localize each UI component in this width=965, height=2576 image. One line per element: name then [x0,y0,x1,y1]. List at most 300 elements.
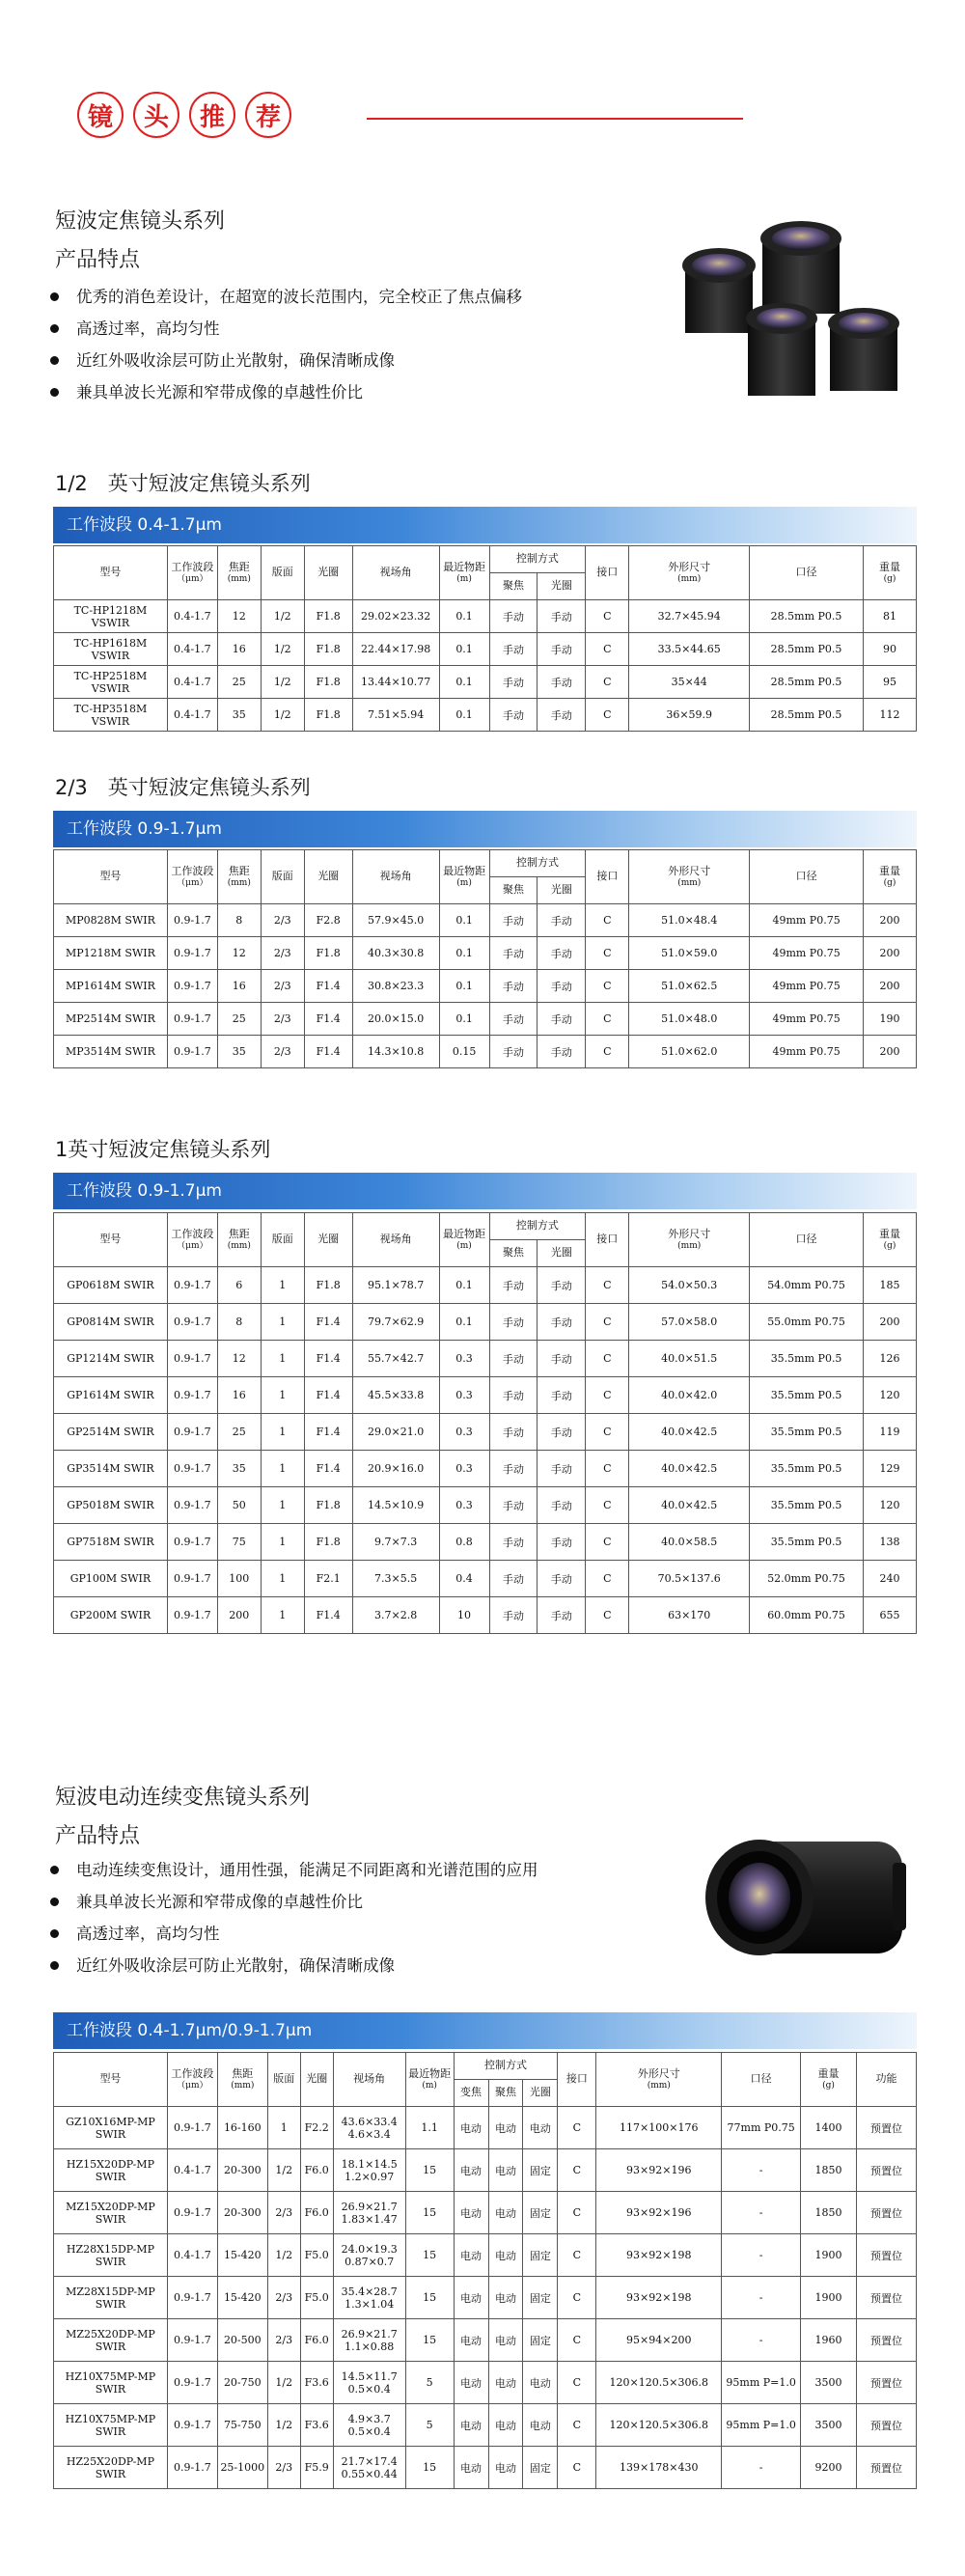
table-cell: F3.6 [300,2404,333,2447]
section2-feature-list [50,1854,538,1981]
table-cell: F3.6 [300,2362,333,2404]
table-row [54,2404,917,2447]
table-cell: 4.9×3.7 0.5×0.4 [333,2404,405,2447]
col-aperture: 光圈 [304,1213,352,1267]
table-cell: 0.4-1.7 [167,666,217,699]
table-cell: 120 [863,1487,916,1524]
table-cell: 90 [863,633,916,666]
table-cell: C [586,1003,629,1036]
table-cell: 20-300 [217,2192,267,2234]
table-cell: MZ25X20DP-MP SWIR [54,2319,168,2362]
table-cell: 预置位 [857,2319,917,2362]
table-cell: 95 [863,666,916,699]
table-cell: 25 [217,666,261,699]
table-cell: 电动 [454,2319,488,2362]
table-cell: 15 [405,2149,454,2192]
section2-features-title: 产品特点 [55,1824,141,1848]
col-format: 版面 [261,850,304,904]
table-cell: C [586,1561,629,1597]
table-cell: 0.9-1.7 [167,2362,217,2404]
table-cell: 电动 [488,2447,523,2489]
table-cell: 49mm P0.75 [750,1003,864,1036]
table-cell: 手动 [538,1304,586,1341]
table-cell: 1 [261,1487,304,1524]
table-cell: C [586,1036,629,1068]
table-cell: 55.0mm P0.75 [750,1304,864,1341]
table-cell: 0.3 [439,1451,489,1487]
table-cell: F1.4 [304,1003,352,1036]
col-focal: 焦距 (mm) [217,546,261,600]
table-cell: 13.44×10.77 [352,666,439,699]
table-cell: 40.0×42.5 [629,1414,750,1451]
table-cell: 1.1 [405,2107,454,2149]
table-cell: 0.3 [439,1341,489,1377]
table-cell: 0.4-1.7 [167,600,217,633]
table-cell: 12 [217,937,261,970]
bullet-icon [50,292,59,301]
table-cell: 1 [261,1414,304,1451]
table-cell: 0.3 [439,1414,489,1451]
table-cell: 200 [863,937,916,970]
table-cell: 手动 [489,1036,538,1068]
table-cell: 0.9-1.7 [167,2277,217,2319]
header-char: 镜 [77,92,124,138]
feature-item: 近红外吸收涂层可防止光散射，确保清晰成像 [50,1950,538,1981]
table-cell: 手动 [489,937,538,970]
table-cell: HZ28X15DP-MP SWIR [54,2234,168,2277]
table-cell: 固定 [523,2319,558,2362]
table-cell: 电动 [454,2234,488,2277]
feature-item: 电动连续变焦设计，通用性强，能满足不同距离和光谱范围的应用 [50,1854,538,1886]
table-cell: 2/3 [261,937,304,970]
t2-band-label: 工作波段 0.9-1.7μm [53,811,917,847]
table-cell: 35.5mm P0.5 [750,1341,864,1377]
table-cell: 预置位 [857,2192,917,2234]
table-cell: 手动 [538,1597,586,1634]
table-cell: 20-750 [217,2362,267,2404]
col-mod: 最近物距 (m) [439,1213,489,1267]
table-cell: C [558,2362,596,2404]
table-cell: 手动 [489,1487,538,1524]
table-cell: F2.1 [304,1561,352,1597]
table-cell: 0.9-1.7 [167,2192,217,2234]
table-cell: C [558,2149,596,2192]
table-cell: 1 [261,1267,304,1304]
table-row [54,1377,917,1414]
col-focal: 焦距 (mm) [217,1213,261,1267]
table-cell: 0.9-1.7 [167,1487,217,1524]
table-row [54,1597,917,1634]
table-cell: 54.0×50.3 [629,1267,750,1304]
table-cell: 电动 [488,2362,523,2404]
table-cell: 15-420 [217,2234,267,2277]
table-cell: 电动 [488,2404,523,2447]
table-cell: 28.5mm P0.5 [750,633,864,666]
table-cell: 7.3×5.5 [352,1561,439,1597]
table-cell: F5.0 [300,2277,333,2319]
table-cell: 16 [217,1377,261,1414]
col-focus: 聚焦 [489,877,538,904]
table-cell: 77mm P0.75 [722,2107,801,2149]
table-cell: 0.9-1.7 [167,1341,217,1377]
table-row [54,1561,917,1597]
table-cell: 63×170 [629,1597,750,1634]
table-cell: 手动 [538,600,586,633]
table-cell: TC-HP1218M VSWIR [54,600,168,633]
table-header [54,1213,917,1267]
table-cell: 117×100×176 [596,2107,722,2149]
table-cell: C [586,1414,629,1451]
col-filter: 口径 [750,546,864,600]
table-cell: 49mm P0.75 [750,904,864,937]
table-cell: 3500 [801,2362,857,2404]
col-mount: 接口 [586,1213,629,1267]
table-row [54,1304,917,1341]
table-cell: 12 [217,1341,261,1377]
table-cell: 8 [217,1304,261,1341]
table-cell: GZ10X16MP-MP SWIR [54,2107,168,2149]
bullet-icon [50,1961,59,1970]
table-cell: F2.2 [300,2107,333,2149]
table-cell: 25-1000 [217,2447,267,2489]
table-cell: 240 [863,1561,916,1597]
table-cell: 40.0×42.0 [629,1377,750,1414]
table-cell: 35.4×28.7 1.3×1.04 [333,2277,405,2319]
col-aperture: 光圈 [304,850,352,904]
table-cell: C [558,2234,596,2277]
table-cell: 手动 [538,1451,586,1487]
table-cell: 电动 [488,2277,523,2319]
table-cell: - [722,2234,801,2277]
table-cell: 手动 [489,1377,538,1414]
table-cell: C [586,1524,629,1561]
table-cell: F1.4 [304,970,352,1003]
table-row [54,1524,917,1561]
table-cell: 手动 [538,699,586,732]
section1-title: 短波定焦镜头系列 [55,209,226,234]
table-cell: GP2514M SWIR [54,1414,168,1451]
table-cell: 35.5mm P0.5 [750,1414,864,1451]
table-cell: 40.0×42.5 [629,1487,750,1524]
col-format: 版面 [261,546,304,600]
table-cell: 电动 [454,2149,488,2192]
col-weight: 重量 (g) [863,546,916,600]
table-cell: 电动 [488,2234,523,2277]
table-cell: 138 [863,1524,916,1561]
table-cell: 0.9-1.7 [167,2319,217,2362]
feature-item: 兼具单波长光源和窄带成像的卓越性价比 [50,376,522,408]
col-fov: 视场角 [352,850,439,904]
table-cell: 电动 [454,2447,488,2489]
table-cell: 29.02×23.32 [352,600,439,633]
table-cell: 49mm P0.75 [750,970,864,1003]
table-cell: 手动 [538,937,586,970]
table-cell: 预置位 [857,2447,917,2489]
table-cell: 电动 [488,2192,523,2234]
table-row [54,1003,917,1036]
header-divider [367,118,743,120]
section2-title: 短波电动连续变焦镜头系列 [55,1786,311,1810]
table-cell: 手动 [489,699,538,732]
table-cell: 手动 [489,1561,538,1597]
col-control: 控制方式 [489,546,586,573]
table-cell: 5 [405,2362,454,2404]
table-cell: 0.4-1.7 [167,2149,217,2192]
table-cell: 手动 [489,666,538,699]
table-cell: F6.0 [300,2192,333,2234]
table-cell: GP0618M SWIR [54,1267,168,1304]
table-cell: 1 [261,1451,304,1487]
col-model: 型号 [54,2053,168,2107]
feature-item: 高透过率，高均匀性 [50,313,522,345]
table-cell: 手动 [538,1036,586,1068]
table-cell: 35.5mm P0.5 [750,1451,864,1487]
table-cell: 1/2 [267,2234,300,2277]
table-cell: 手动 [489,1524,538,1561]
col-model: 型号 [54,850,168,904]
table-cell: 0.15 [439,1036,489,1068]
table-cell: 2/3 [267,2319,300,2362]
table-cell: 5 [405,2404,454,2447]
table-cell: 手动 [489,1267,538,1304]
table-cell: 9200 [801,2447,857,2489]
table-cell: 1 [261,1597,304,1634]
table-cell: GP200M SWIR [54,1597,168,1634]
table-cell: C [586,1377,629,1414]
table-cell: 119 [863,1414,916,1451]
table-cell: 51.0×48.4 [629,904,750,937]
table-cell: 15 [405,2192,454,2234]
col-filter: 口径 [722,2053,801,2107]
col-mount: 接口 [558,2053,596,2107]
table-cell: 电动 [488,2107,523,2149]
t2-spec-table [53,849,917,1068]
table-cell: 2/3 [261,1003,304,1036]
table-cell: 7.51×5.94 [352,699,439,732]
table-cell: 60.0mm P0.75 [750,1597,864,1634]
table-cell: 0.3 [439,1377,489,1414]
table-cell: 1/2 [261,666,304,699]
table-row [54,666,917,699]
col-band: 工作波段 （μm） [167,2053,217,2107]
table-cell: 0.4-1.7 [167,633,217,666]
table-cell: C [558,2107,596,2149]
t1-series-title: 1/2 英寸短波定焦镜头系列 [55,472,311,495]
table-cell: 1/2 [267,2362,300,2404]
table-cell: 25 [217,1003,261,1036]
table-row [54,2362,917,2404]
table-cell: 手动 [538,633,586,666]
table-cell: 0.1 [439,600,489,633]
table-cell: 49mm P0.75 [750,937,864,970]
col-mod: 最近物距 (m) [439,850,489,904]
table-cell: 0.9-1.7 [167,904,217,937]
col-dim: 外形尺寸 (mm) [629,1213,750,1267]
table-cell: C [586,970,629,1003]
table-cell: 0.9-1.7 [167,1597,217,1634]
table-cell: 手动 [489,633,538,666]
col-weight: 重量 (g) [863,850,916,904]
table-row [54,1036,917,1068]
table-cell: 36×59.9 [629,699,750,732]
bullet-icon [50,388,59,397]
table-cell: MP1218M SWIR [54,937,168,970]
table-cell: 129 [863,1451,916,1487]
table-cell: 固定 [523,2234,558,2277]
t1-band-label: 工作波段 0.4-1.7μm [53,507,917,543]
table-cell: F1.8 [304,699,352,732]
table-row [54,2192,917,2234]
col-mod: 最近物距 (m) [439,546,489,600]
table-cell: F2.8 [304,904,352,937]
table-cell: 电动 [523,2107,558,2149]
table-cell: 20-500 [217,2319,267,2362]
col-iris: 光圈 [538,877,586,904]
table-cell: C [586,937,629,970]
table-cell: C [586,1487,629,1524]
table-cell: 200 [863,904,916,937]
table-cell: F1.8 [304,1524,352,1561]
fixed-lens-group-image [666,217,917,410]
col-aperture: 光圈 [304,546,352,600]
table-cell: 电动 [523,2404,558,2447]
table-cell: 18.1×14.5 1.2×0.97 [333,2149,405,2192]
table-cell: GP0814M SWIR [54,1304,168,1341]
table-cell: 93×92×196 [596,2192,722,2234]
bullet-icon [50,356,59,365]
table-cell: 14.5×11.7 0.5×0.4 [333,2362,405,2404]
table-cell: 26.9×21.7 1.1×0.88 [333,2319,405,2362]
table-cell: 139×178×430 [596,2447,722,2489]
t3-series-title: 1英寸短波定焦镜头系列 [55,1138,271,1161]
table-cell: C [586,904,629,937]
col-zoom: 变焦 [454,2080,488,2107]
col-filter: 口径 [750,850,864,904]
table-cell: 24.0×19.3 0.87×0.7 [333,2234,405,2277]
col-control: 控制方式 [489,850,586,877]
table-cell: 15 [405,2277,454,2319]
table-cell: MP0828M SWIR [54,904,168,937]
table-cell: 40.0×42.5 [629,1451,750,1487]
table-cell: 95mm P=1.0 [722,2404,801,2447]
table-cell: MZ28X15DP-MP SWIR [54,2277,168,2319]
table-cell: 15 [405,2234,454,2277]
table-cell: 0.1 [439,666,489,699]
table-cell: 手动 [538,1341,586,1377]
table-cell: 1900 [801,2234,857,2277]
col-band: 工作波段 （μm） [167,546,217,600]
table-cell: F5.0 [300,2234,333,2277]
table-row [54,1267,917,1304]
table-cell: 40.3×30.8 [352,937,439,970]
table-cell: GP5018M SWIR [54,1487,168,1524]
table-cell: 185 [863,1267,916,1304]
header-char: 荐 [245,92,291,138]
table-cell: 200 [863,970,916,1003]
table-cell: 电动 [523,2362,558,2404]
table-cell: 2/3 [261,970,304,1003]
table-cell: 200 [863,1036,916,1068]
col-aperture: 光圈 [300,2053,333,2107]
table-cell: HZ15X20DP-MP SWIR [54,2149,168,2192]
table-cell: 1/2 [261,633,304,666]
table-cell: C [586,699,629,732]
feature-item: 优秀的消色差设计，在超宽的波长范围内，完全校正了焦点偏移 [50,281,522,313]
table-cell: 28.5mm P0.5 [750,666,864,699]
col-fov: 视场角 [352,546,439,600]
table-cell: 6 [217,1267,261,1304]
table-cell: 0.9-1.7 [167,1377,217,1414]
section1-features-title: 产品特点 [55,248,141,272]
table-cell: - [722,2192,801,2234]
table-cell: 1/2 [267,2149,300,2192]
col-band: 工作波段 （μm） [167,1213,217,1267]
table-cell: 20.0×15.0 [352,1003,439,1036]
table-cell: 120×120.5×306.8 [596,2404,722,2447]
feature-item: 兼具单波长光源和窄带成像的卓越性价比 [50,1886,538,1918]
table-cell: F1.4 [304,1304,352,1341]
table-cell: 预置位 [857,2404,917,2447]
table-row [54,600,917,633]
table-cell: 0.9-1.7 [167,1267,217,1304]
col-iris: 光圈 [538,1240,586,1267]
table-cell: 16-160 [217,2107,267,2149]
table-cell: 3500 [801,2404,857,2447]
table-cell: F5.9 [300,2447,333,2489]
col-model: 型号 [54,1213,168,1267]
table-cell: 55.7×42.7 [352,1341,439,1377]
table-cell: 16 [217,970,261,1003]
table-cell: 30.8×23.3 [352,970,439,1003]
table-cell: - [722,2319,801,2362]
table-cell: 200 [217,1597,261,1634]
col-focal: 焦距 (mm) [217,2053,267,2107]
table-cell: 35 [217,1451,261,1487]
col-iris: 光圈 [523,2080,558,2107]
table-cell: 51.0×62.5 [629,970,750,1003]
section1-feature-list [50,281,522,408]
table-cell: 40.0×58.5 [629,1524,750,1561]
col-weight: 重量 (g) [863,1213,916,1267]
table-cell: 75-750 [217,2404,267,2447]
table-cell: GP100M SWIR [54,1561,168,1597]
table-cell: 93×92×198 [596,2234,722,2277]
table-cell: 0.8 [439,1524,489,1561]
table-cell: 预置位 [857,2234,917,2277]
table-cell: 0.9-1.7 [167,1304,217,1341]
table-cell: 0.1 [439,1304,489,1341]
table-cell: 0.1 [439,904,489,937]
table-cell: HZ10X75MP-MP SWIR [54,2404,168,2447]
table-cell: 112 [863,699,916,732]
table-cell: 1 [261,1341,304,1377]
table-cell: 0.1 [439,699,489,732]
table-cell: 预置位 [857,2107,917,2149]
table-cell: F1.8 [304,937,352,970]
table-cell: 14.3×10.8 [352,1036,439,1068]
col-dim: 外形尺寸 (mm) [629,546,750,600]
table-cell: 1 [261,1561,304,1597]
col-format: 版面 [267,2053,300,2107]
table-cell: TC-HP1618M VSWIR [54,633,168,666]
table-cell: 93×92×196 [596,2149,722,2192]
col-fov: 视场角 [333,2053,405,2107]
table-row [54,904,917,937]
table-cell: 10 [439,1597,489,1634]
table-cell: 655 [863,1597,916,1634]
table-cell: 95mm P=1.0 [722,2362,801,2404]
table-cell: 手动 [538,970,586,1003]
